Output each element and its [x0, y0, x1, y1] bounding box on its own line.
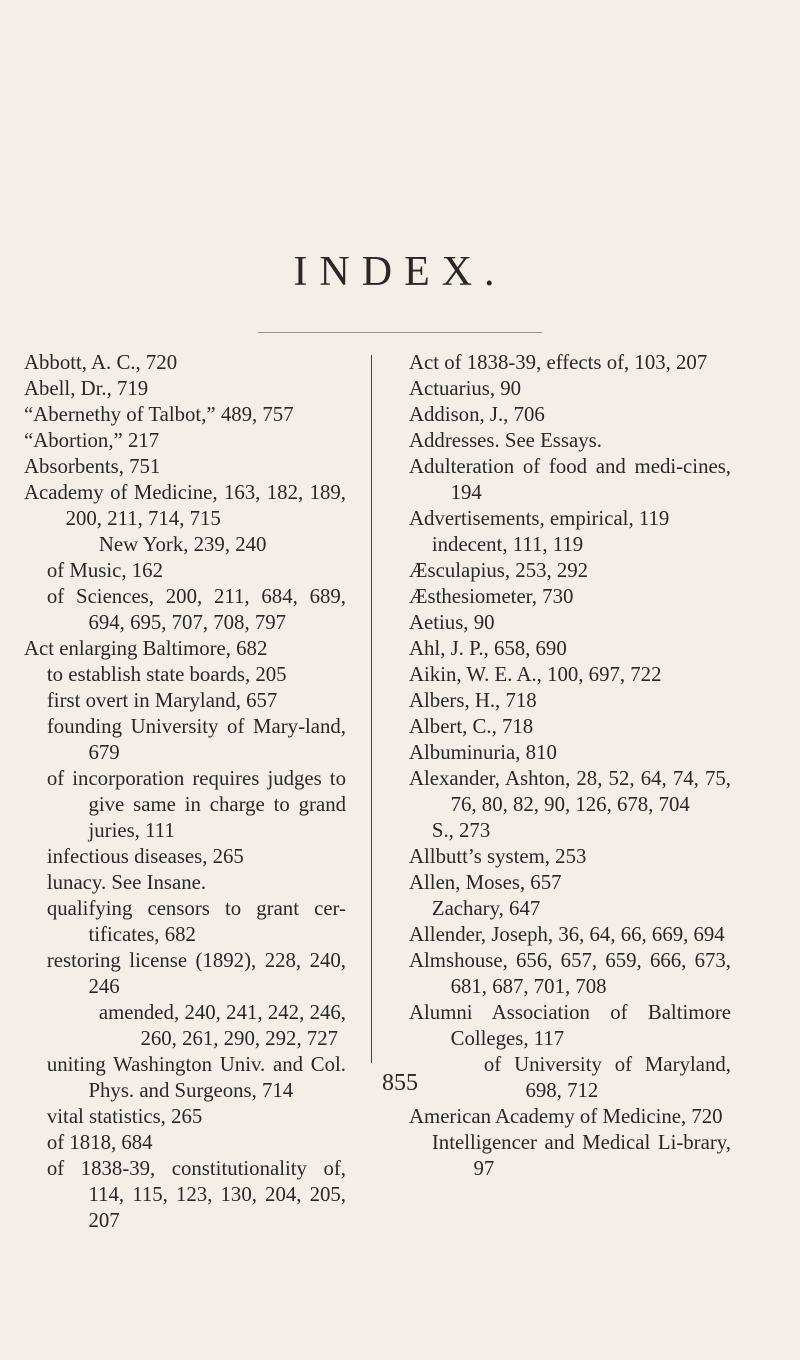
index-entry: Absorbents, 751: [24, 455, 161, 478]
index-entry: Act enlarging Baltimore, 682: [24, 637, 268, 660]
index-entry: Actuarius, 90: [409, 377, 522, 400]
index-entry: Abell, Dr., 719: [24, 377, 149, 400]
index-column-right: [409, 350, 731, 1182]
index-entry: amended, 240, 241, 242, 246, 260, 261, 290, 292, 727: [98, 1001, 346, 1050]
index-entry: Academy of Medicine, 163, 182, 189, 200, 211, 714, 715: [24, 481, 346, 530]
index-entry: S., 273: [431, 819, 491, 842]
index-entry: Albers, H., 718: [409, 689, 537, 712]
index-entry: Zachary, 647: [431, 897, 541, 920]
index-entry: Æsthesiometer, 730: [409, 585, 574, 608]
index-entry: infectious diseases, 265: [46, 845, 244, 868]
index-entry: Advertisements, empirical, 119: [409, 507, 670, 530]
index-entry: of Sciences, 200, 211, 684, 689, 694, 695, 707, 708, 797: [46, 585, 346, 634]
index-entry: Allender, Joseph, 36, 64, 66, 669, 694: [409, 923, 725, 946]
index-entry: vital statistics, 265: [46, 1105, 203, 1128]
index-entry: American Academy of Medicine, 720: [409, 1105, 723, 1128]
index-entry: Almshouse, 656, 657, 659, 666, 673, 681, 687, 701, 708: [409, 949, 731, 998]
index-entry: Albert, C., 718: [409, 715, 534, 738]
index-entry: Addison, J., 706: [409, 403, 545, 426]
column-divider: [371, 355, 372, 1063]
index-entry: Intelligencer and Medical Li-brary, 97: [431, 1131, 731, 1180]
index-entry: of 1838-39, constitutionality of, 114, 115, 123, 130, 204, 205, 207: [46, 1157, 346, 1232]
index-entry: Alumni Association of Baltimore Colleges, 117: [409, 1001, 731, 1050]
index-entry: Act of 1838-39, effects of, 103, 207: [409, 351, 708, 374]
index-entry: Abbott, A. C., 720: [24, 351, 178, 374]
title-rule: [258, 332, 542, 333]
index-entry: first overt in Maryland, 657: [46, 689, 278, 712]
index-entry: of 1818, 684: [46, 1131, 153, 1154]
index-column-left: [24, 350, 346, 1234]
index-entry: Addresses. See Essays.: [409, 429, 602, 452]
index-entry: Alexander, Ashton, 28, 52, 64, 74, 75, 76, 80, 82, 90, 126, 678, 704: [409, 767, 731, 816]
index-entry: Aetius, 90: [409, 611, 495, 634]
index-entry: founding University of Mary-land, 679: [46, 715, 346, 764]
index-entry: of incorporation requires judges to give same in charge to grand juries, 111: [46, 767, 346, 842]
page-title: INDEX.: [293, 249, 507, 295]
index-entry: Adulteration of food and medi-cines, 194: [409, 455, 731, 504]
index-entry: of Music, 162: [46, 559, 163, 582]
index-entry: “Abernethy of Talbot,” 489, 757: [24, 403, 294, 426]
index-entry: uniting Washington Univ. and Col. Phys. and Surgeons, 714: [46, 1053, 346, 1102]
index-entry: Albuminuria, 810: [409, 741, 557, 764]
index-entry: Allbutt’s system, 253: [409, 845, 587, 868]
index-entry: indecent, 111, 119: [431, 533, 584, 556]
index-entry: lunacy. See Insane.: [46, 871, 207, 894]
index-entry: of University of Maryland, 698, 712: [483, 1053, 731, 1102]
index-entry: restoring license (1892), 228, 240, 246: [46, 949, 346, 998]
index-entry: Æsculapius, 253, 292: [409, 559, 589, 582]
page-number: 855: [382, 1070, 418, 1096]
index-entry: Aikin, W. E. A., 100, 697, 722: [409, 663, 662, 686]
index-entry: Allen, Moses, 657: [409, 871, 562, 894]
index-entry: to establish state boards, 205: [46, 663, 287, 686]
index-entry: qualifying censors to grant cer-tificates, 682: [46, 897, 346, 946]
index-entry: New York, 239, 240: [98, 533, 267, 556]
index-entry: Ahl, J. P., 658, 690: [409, 637, 567, 660]
index-entry: “Abortion,” 217: [24, 429, 160, 452]
